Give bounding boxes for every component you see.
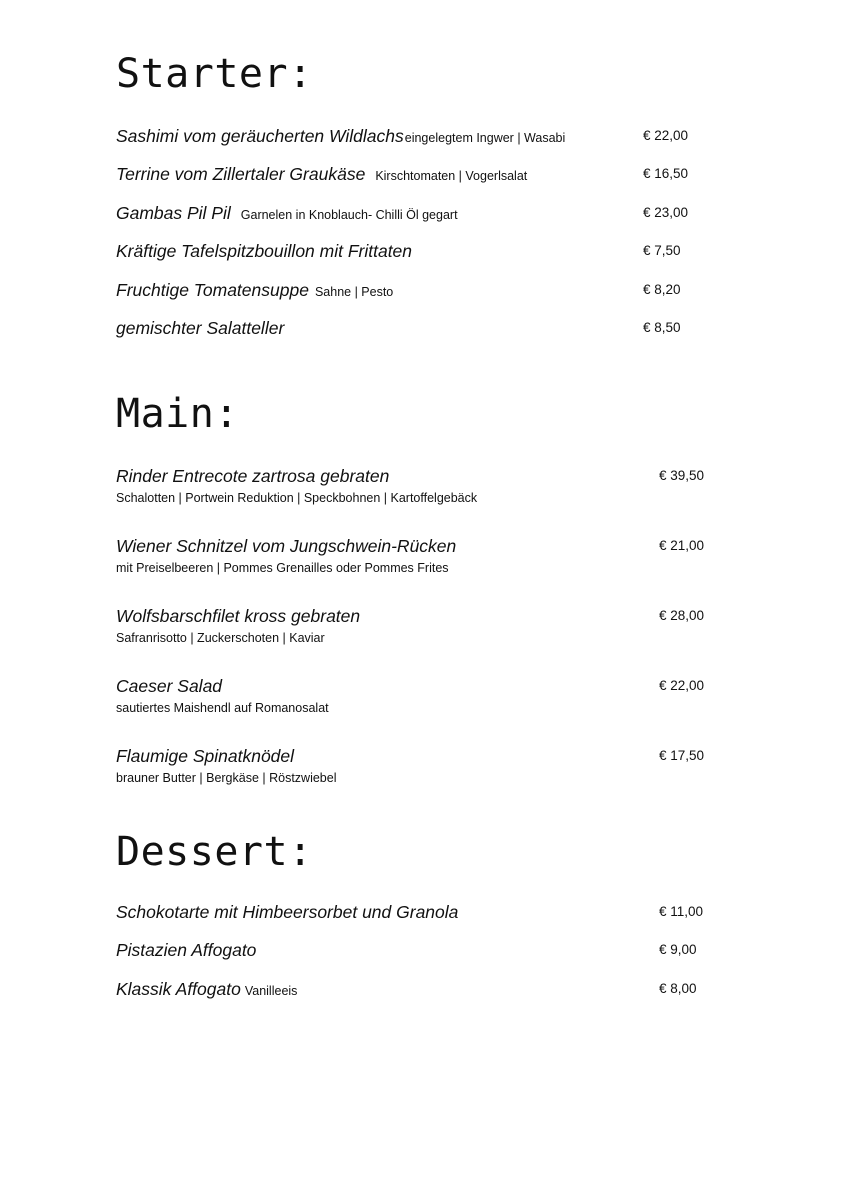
dish-description: sautiertes Maishendl auf Romanosalat (116, 701, 329, 715)
dish-name: Sashimi vom geräucherten Wildlachs (116, 126, 404, 146)
dish-description: Vanilleeis (244, 984, 298, 998)
dish-description: Garnelen in Knoblauch- Chilli Öl gegart (240, 208, 458, 222)
dish-price: € 16,50 (643, 166, 689, 181)
dessert-item (116, 902, 736, 923)
dish-price: € 21,00 (659, 538, 705, 553)
main-item (116, 466, 736, 505)
starter-item (116, 318, 736, 339)
main-heading: Main: (116, 391, 239, 437)
dish-price: € 39,50 (659, 468, 705, 483)
starter-heading: Starter: (116, 51, 313, 97)
starter-item (116, 280, 736, 301)
dish-description: Kirschtomaten | Vogerlsalat (375, 169, 528, 183)
dish-name: Kräftige Tafelspitzbouillon mit Frittaten (116, 241, 413, 261)
dish-name: Caeser Salad (116, 676, 223, 696)
dish-name: gemischter Salatteller (116, 318, 285, 338)
dessert-item (116, 979, 736, 1000)
dish-price: € 8,50 (643, 320, 681, 335)
dessert-heading: Dessert: (116, 829, 313, 875)
dish-price: € 22,00 (643, 128, 689, 143)
dish-price: € 28,00 (659, 608, 705, 623)
dish-name: Klassik Affogato (116, 979, 241, 999)
dish-price: € 7,50 (643, 243, 681, 258)
main-item (116, 606, 736, 645)
dish-name: Wiener Schnitzel vom Jungschwein-Rücken (116, 536, 457, 556)
dish-price: € 8,00 (659, 981, 697, 996)
dish-description: mit Preiselbeeren | Pommes Grenailles oder Pommes Frites (116, 561, 449, 575)
starter-item (116, 241, 736, 262)
dish-name: Fruchtige Tomatensuppe (116, 280, 309, 300)
dish-name: Terrine vom Zillertaler Graukäse (116, 164, 366, 184)
dish-price: € 22,00 (659, 678, 705, 693)
dish-name: Rinder Entrecote zartrosa gebraten (116, 466, 390, 486)
main-item (116, 746, 736, 785)
dish-description: Schalotten | Portwein Reduktion | Speckbohnen | Kartoffelgebäck (116, 491, 478, 505)
dessert-item (116, 940, 736, 961)
dish-description: Sahne | Pesto (314, 285, 394, 299)
dish-description: Safranrisotto | Zuckerschoten | Kaviar (116, 631, 325, 645)
dish-price: € 8,20 (643, 282, 681, 297)
dish-description: eingelegtem Ingwer | Wasabi (404, 131, 566, 145)
main-item (116, 536, 736, 575)
dish-name: Gambas Pil Pil (116, 203, 231, 223)
dish-name: Schokotarte mit Himbeersorbet und Granola (116, 902, 459, 922)
dish-price: € 17,50 (659, 748, 705, 763)
dish-name: Wolfsbarschfilet kross gebraten (116, 606, 361, 626)
starter-item (116, 164, 736, 185)
starter-item (116, 203, 736, 224)
starter-item (116, 126, 736, 147)
dish-price: € 23,00 (643, 205, 689, 220)
dish-price: € 9,00 (659, 942, 697, 957)
dish-name: Flaumige Spinatknödel (116, 746, 295, 766)
dish-price: € 11,00 (659, 904, 704, 919)
dish-name: Pistazien Affogato (116, 940, 257, 960)
dish-description: brauner Butter | Bergkäse | Röstzwiebel (116, 771, 337, 785)
main-item (116, 676, 736, 715)
